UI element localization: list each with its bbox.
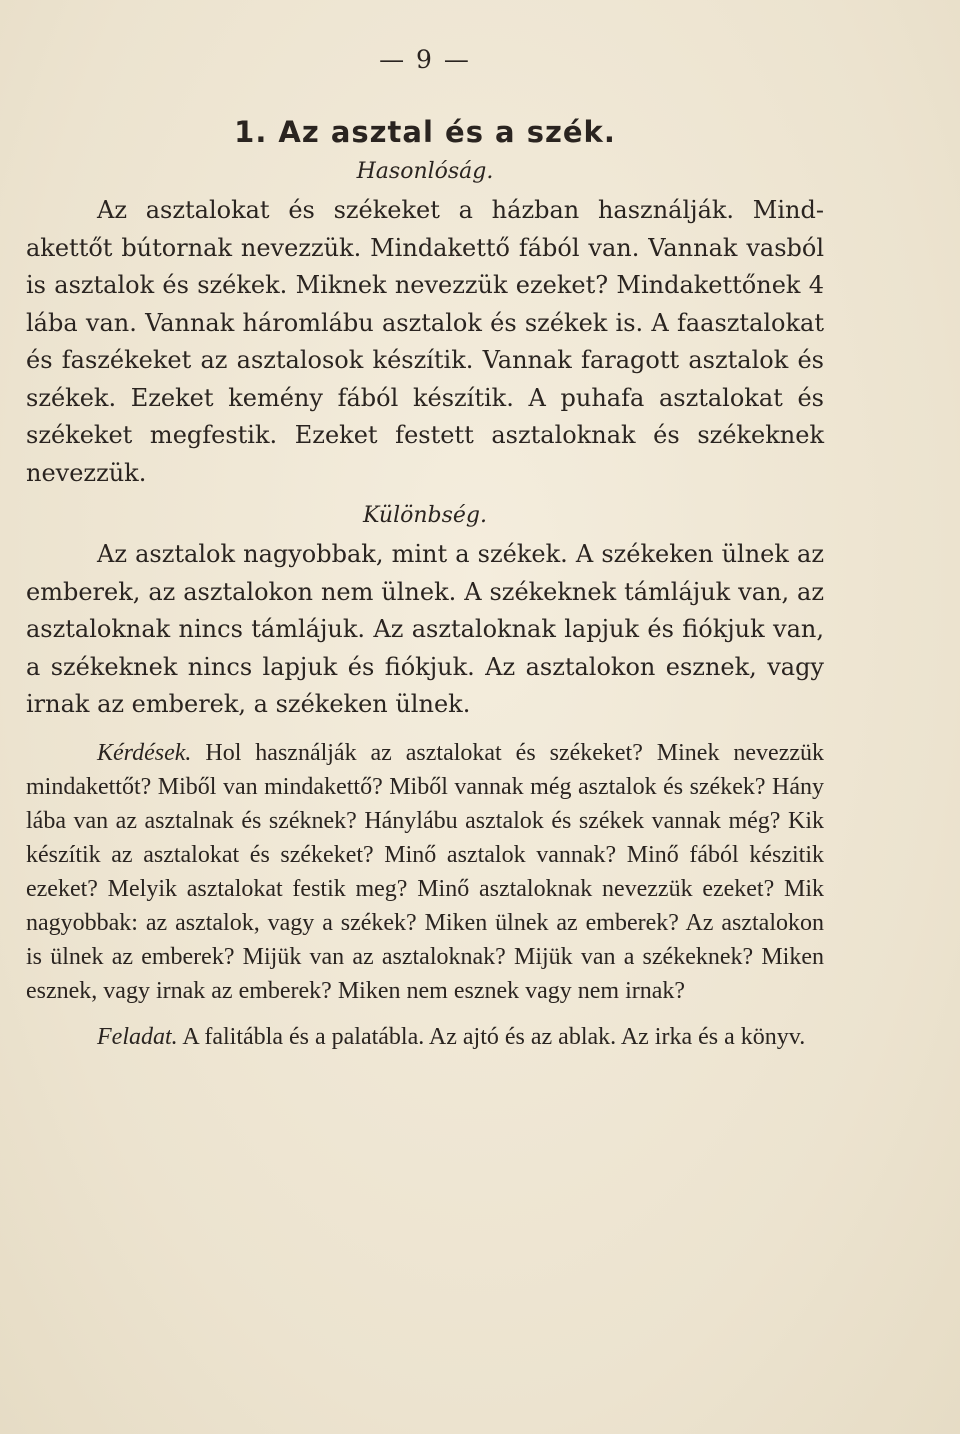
task-lead: Feladat. — [97, 1023, 178, 1050]
paragraph-difference: Az asztalok nagyobbak, mint a székek. A székeken ülnek az emberek, az asztalokon nem ülnek. A székeknek támlájuk van, az asztaloknak nincs támlájuk. Az asztaloknak lapjuk és fiókjuk van, a székeknek nincs lapjuk és fiókjuk. Az asztalokon esznek, vagy irnak az emberek, a székeken ülnek. — [26, 540, 824, 718]
chapter-title: 1. Az asztal és a szék. — [234, 115, 616, 149]
task-text: A falitábla és a palatábla. Az ajtó és az ablak. Az irka és a könyv. — [182, 1023, 806, 1050]
heading-similarity: Hasonlóság. — [356, 159, 494, 184]
questions-text: Hol használják az asztalokat és székeket? Minek nevezzük mindakettőt? Miből van mindakettő? Miből vannak még asztalok és székek? Hány lába van az asztalnak és széknek? Hánylábu asztalok és székek vannak még? Kik készítik az asztalokat és székeket? Minő asztalok vannak? Minő fából készitik ezeket? Melyik asztalokat festik meg? Minő asztaloknak nevezzük ezeket? Mik nagyobbak: az asztalok, vagy a székek? Miken ülnek az emberek? Az asztalokon is ülnek az emberek? Mijük van az asztaloknak? Mijük van a székeknek? Miken esznek, vagy irnak az emberek? Miken nem esznek vagy nem irnak? — [26, 739, 825, 1004]
page-number: — 9 — — [379, 45, 471, 74]
questions-lead: Kérdések. — [97, 739, 192, 766]
paragraph-task — [26, 1020, 824, 1054]
heading-difference: Különbség. — [362, 503, 488, 528]
paragraph-questions — [26, 736, 824, 1008]
book-page — [26, 30, 824, 1054]
paragraph-similarity: Az asztalokat és székeket a házban használják. Mindakettőt bútornak nevezzük. Mindakettő fából van. Vannak vasból is asztalok és székek. Miknek nevezzük ezeket? Mindakettőnek 4 lába van. Vannak háromlábu asztalok és székek is. A faasztalokat és faszékeket az asztalosok készítik. Vannak faragott asztalok és székek. Ezeket kemény fából készítik. A puhafa asztalokat és székeket megfestik. Ezeket festett asztaloknak és székeknek nevezzük. — [26, 196, 824, 487]
